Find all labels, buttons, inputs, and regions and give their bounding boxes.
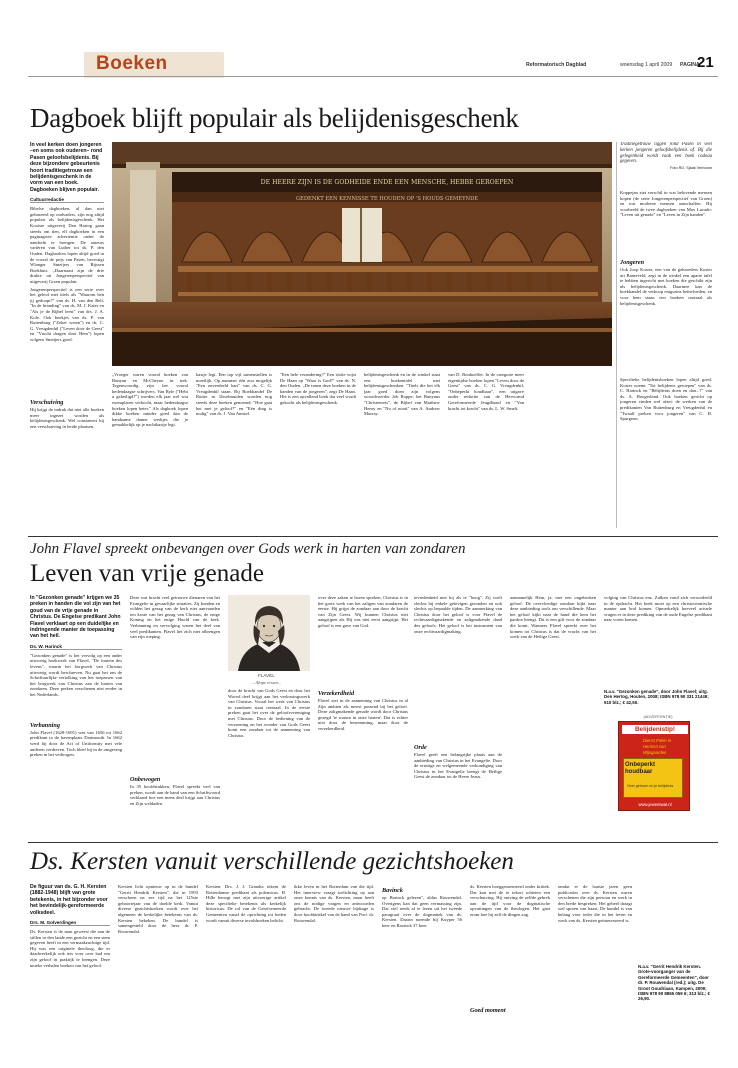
article3-paragraph: Kersten. Drs. J. J. Grandia tekent de Rotterdamse predikant als polemicus. H. Hille beoogt met zijn uitvoerige artikel deze specifieke betekenis als kerkelijk historicus. De rol van de Gereformeerde Gemeenten vanaf de oprichting tot heden wordt vanuit diverse invalshoeken belicht. bbox=[206, 884, 286, 923]
article2-paragraph: tevredenheid niet hij als te "hoog". Zij voelt slechts bij enkele gelovigen geronden en ook slechts op bepaalde tijden. De aanmerking van Christus door het geloof is voor Flavel de rechtvaardigmakende en zaligmakende daad des geloofs. Het geloof is het instrument van onze rechtvaardigmaking. bbox=[414, 595, 502, 634]
article3-col6 bbox=[470, 884, 550, 1056]
column-separator bbox=[616, 142, 617, 528]
article1-photo bbox=[112, 142, 612, 366]
article3-col7 bbox=[558, 884, 712, 1056]
article3-body-col1 bbox=[30, 929, 110, 1029]
article1-right-column bbox=[620, 190, 712, 528]
article1-paragraph: belijdenisgeschenk en in de winkel staat een boekentafel met belijdenisgeschenken. "Titels die het elk jaar goed doen zijn volgens woordvoerder Job Roppe: het Bunyans "Christenreis", de Bijbel van Matthew Henry en "Nu of nooit" van A. Andrew Murray. bbox=[364, 372, 440, 417]
article2-body-col4b bbox=[318, 698, 408, 828]
article1-paragraph: van D. Bonhoeffer. In de categorie meer eigentijdse boeken lopen "Leven door de Geest" van ds. C. G. Vreugdenhil, "Onbeperkt houdbaar", een uitgave onder redactie van de Hervormd Gereformeerde Jeugdbond en "Van kracht tot kracht" van ds. L. W. Smelt. bbox=[448, 372, 524, 411]
article3-body-col6 bbox=[470, 884, 550, 1004]
page-number: 21 bbox=[697, 54, 714, 71]
article2-body-col4 bbox=[318, 595, 408, 687]
article2-lead: In "Gezonken genade" krijgen we 35 preken in handen die vol zijn van het goud van de vrije genade in Christus. De Engelse predikant John Flavel verklaart op een duidelijke en indringende manier de toepassing van het heil. bbox=[30, 595, 121, 640]
ad-line-1: Dienst Polen in bbox=[643, 738, 672, 744]
article1-paragraph: kastje legt. Een top vijf samenstellen is moeilijk. Op nummer één zou mogelijk "Een onverdeeld hart" van ds. C. G. Vreugdenhil staan. Bij Boekhandel De Ruiter in IJsselmuiden worden nog steeds deze boeken genoemd: "Hoe gaat het met je geloof?" en "Eén ding is nodig" van ds. J. Van Amstel. bbox=[196, 372, 272, 417]
article3-paragraph: Ds. Kersten is de man geweest die aan de stillen in den lande een gezicht en een stem gegeven heeft in een vermaakzuchtige tijd. Hij was een originele theoloog, die er daadwerkelijk ook iets voor over had om zijn geloof in praktijk te brengen. Deze unieke verhalen boeken van het geloof. bbox=[30, 929, 110, 968]
article3-body-col5 bbox=[382, 895, 462, 1015]
article2-paragraph: John Flavel (1628-1691) was van 1656 tot 1662 predikant in de havenplaats Dartmouth. In 1662 werd hij door de Act of Uniformity met vele anderen verdreven. Toch bleef hij in de omgeving preken in het verborgen. bbox=[30, 729, 122, 758]
article1-caption-block bbox=[620, 142, 712, 172]
article3-paragraph: Kersten licht opnieuw op in de bundel "Gerrit Hendrik Kersten", die in 1993 verscheen na zes tijd na het 125ste geboortejaar van de doelde kerk. Vanuit diverse gezichtshoeken wordt over het algemeen de kerkelijke betekenis van ds. Kersten bekeken. De bundel is samengesteld door de heer dr. P. Rouwendal. bbox=[118, 884, 198, 934]
article2-subhead-1: Verbanning bbox=[30, 721, 60, 729]
article2-subhead-3: Verzekerdheid bbox=[318, 690, 355, 697]
article1-paragraph: Ook Joop Koster, een van de gebroeders Koster uit Barneveld, zegt in de winkel een aparte tafel te hebben ingericht met boeken die geschikt zijn als belijdenisgeschenk. Daarmee kan de boekhandel de verkoop enigszins beïnvloeden, en voor hem staan vier boeken centraal als belijdenisgeschenk. bbox=[620, 267, 712, 306]
article3-paragraph: op Barinck gelezen", aldus Rouwendal. Overigens kan dat geen vermassing zijn. Dat viel reeds af te lezen uit het tweede paragraaf over de dogmatiek van ds. Kersten. Daarin noemde hij Kuyper 56 keer en Bavinck 37 keer. bbox=[382, 895, 462, 928]
article1-photo-credit: Foto RD, Sjaak Verboom bbox=[670, 166, 712, 171]
article3-paragraph: ds. Kersten boeggenoemeerd onder kritiek. Dat kan met de te tekort schieten een verschuiving. Hij ontving de zelfde gebrek aan de tijd voor de dogmatische opvattingen van de theologen. Het gaat erom hoe hij zelf de dingen zag. bbox=[470, 884, 550, 917]
article1-paragraph: Bibelse dagboeken, al dan niet gebaseerd op oudvaders, zijn nog altijd populair als belijdenisgeschenk. Het Kooiste uitgeverij Den Hartog gaan steeds om tien, elf dagboeken in een paginagrote advertentie onder de aandacht te brengen. De auteurs variëren van Luther tot ds. P. den Ouden. Dagboeken lopen altijd goed in de vooral de prijs van Pasen, bevestigt Wlanger Smeijers van Rijssen Boekhuis. „Daarnaast zijn de drie drukte uit Jongerenperspectief van uitgeverij Groen populair. bbox=[30, 206, 104, 284]
article3-body-col3 bbox=[206, 884, 286, 1056]
section-divider-1 bbox=[28, 536, 718, 537]
article2-paragraph: volging van Christus enz. Zulken vond zich veroordeeld in de opdracht. Het boek moet op een christocentrische manier aan bod komen. Opmerkelijk hoeveel actuele vragen er in deze prediking van de oude Engelse predikant naar voren komen. bbox=[604, 595, 712, 623]
article2-paragraph: "Gezonken genade" is het vervolg op een ander uitvoerig boekwerk van Flavel, "De fontein des levens", waarin het borgwerk van Christus uitvoerig wordt beschreven. Nu gaat het om de Schriftuurlijke vertolking van het toepassen van het borgwerk van Christus aan de harten van zondaren. Deze preken verschenen niet eerder in het Nederlands. bbox=[30, 652, 122, 697]
article1-paragraph: Koppejan ziet verschil in wat belovende mensen kopen (de serie Jongerenperspectief van Groen) en wat moderne mensen aanschaffen. Hij voorbeeld de twee dagboeken van Max Lucado: "Leven uit genade" en "Leven in Zijn handen". bbox=[620, 190, 712, 218]
article2-paragraph: Flavel ziet in de aanneming van Christus in al Zijn ambten als meest passend bij het geloof. Deze zaligmakende genade wordt door Christus gezegd 'te wonen in onze harten'. Dat is echter niet door de bestemming, maar door de verzekerdheid. bbox=[318, 698, 408, 731]
section-title: Boeken bbox=[96, 53, 168, 74]
article3-book-info: N.a.v. "Gerrit Hendrik Kersten. Grote-voorganger van de Gereformeerde Gemeenten", door dr. P. Rouwendal (red.); uitg. De Groot Goudriaan, Kampen, 2009; ISBN 978 90 8865 059 6; 313 blz.; € 26,90. bbox=[638, 964, 711, 1002]
article1-body-col3 bbox=[196, 372, 272, 528]
article3-left-column bbox=[30, 884, 110, 1056]
article1-body-col5 bbox=[364, 372, 440, 528]
article3-headline: Ds. Kersten vanuit verschillende gezichtshoeken bbox=[30, 848, 514, 875]
article2-body-col2b bbox=[130, 784, 220, 830]
article2-body-col7 bbox=[604, 595, 712, 685]
article2-left-column bbox=[30, 595, 122, 837]
section-divider-2 bbox=[28, 842, 718, 843]
article3-paragraph: omdat er de laatste jaren geen publicaties over ds. Kersten waren verschenen die zijn persoon en werk in den brede bespreken. Het geheel draagt wel sporen van haast. De bundel is van belang voor ieder die in het leven en werk van ds. Kersten geïnteresseerd is. bbox=[558, 884, 632, 923]
article1-body-col2 bbox=[112, 372, 188, 528]
article2-col6 bbox=[510, 595, 596, 837]
article1-paragraph: Jongerenperspectief is een serie over het geloof met titels als "Waarom ben jij gedoopt?" van ds. H. van den Belt, "In de branding" van ds. M. J. Kater en "Als je de Bijbel leest" van drs. J. A. Kole. Ook boekjes van ds. P. van Ruitenburg ("Zeker weten") en ds. C. G. Vreugdenhil ("Leven door de Geest" en "Vrucht dragen door Hem") lopen volgens Smeijers goed. bbox=[30, 286, 104, 342]
article2-body-col2 bbox=[130, 595, 220, 773]
ad-book-sub: Over geloven en je belijdenis bbox=[627, 784, 674, 789]
article1-paragraph: "Een hele verandering?" Een slotte wijst De Haan op "Waar is God?" van ds. N. den Ouden. „De tanen deze boeken in de handen van de jongeren", zegt De Haan. Het is een opvallend boek dat veel wordt gekocht als belijdenisgeschenk. bbox=[280, 372, 356, 405]
article2-col2 bbox=[130, 595, 220, 837]
portrait-engraving bbox=[228, 595, 310, 671]
article3-author: Drs. M. Golverdingen bbox=[30, 920, 110, 926]
article3-col5 bbox=[382, 884, 462, 1056]
pew-inscription-top: DE HEERE ZIJN IS DE GODHEIDE ENDE EEN MENSCHE, HEBBE GEROEPEN bbox=[260, 179, 514, 186]
article1-headline: Dagboek blijft populair als belijdenisgeschenk bbox=[30, 103, 519, 133]
flavel-portrait bbox=[228, 595, 310, 671]
article2-headline: Leven van vrije genade bbox=[30, 560, 264, 587]
article2-paragraph: Deze wat bracht veel getrouwe dienaren van het Evangelie in gevaarlijke situaties. Zij konden en wilden het gezag van de kerk niet aanvaarden ten koste van het gezag van Christus, de enige Koning en het enige Hoofd van de kerk. Verbanning en vervolging waren het deel van veel predikanten. Flavel liet zich niet afbrengen van zijn roeping. bbox=[130, 595, 220, 640]
ad-line-2: Hermen van bbox=[643, 744, 666, 750]
article2-col5 bbox=[414, 595, 502, 837]
article1-lead: In veel kerken doen jongeren –en soms ook ouderen– rond Pasen geloofsbelijdenis. Bij deze bijzondere gebeurtenis hoort traditiegetrouw een belijdenisgeschenk in de vorm van een boek. Dagboeken blijven populair. bbox=[30, 142, 103, 193]
article3-paragraph: ikke leven in het Rotterdam van die tijd. Het interview vraagt toelichting op aan onze kennis van ds. Kersten, maar heeft ons de nodige vragen en antwoorden gebracht. De tweede nieuwe bijdrage is door hoofdartikel van de hand van Prof. dr. Rouwendal. bbox=[294, 884, 374, 923]
article1-subhead-1: Verschuiving bbox=[30, 399, 64, 407]
article2-body-col1 bbox=[30, 653, 122, 719]
article2-col4 bbox=[318, 595, 408, 837]
article1-body-col7c bbox=[620, 377, 712, 497]
article1-author: Cultuurredactie bbox=[30, 197, 104, 203]
church-interior-illustration bbox=[112, 142, 612, 366]
article1-body-col7 bbox=[620, 190, 712, 256]
article1-left-column bbox=[30, 142, 104, 528]
article2-paragraph: over deze zaken te horen spreken. Christus is in het grote werk van het zaligen van zondaren de eerste. Hij grijpt de zondaar aan door de kracht van Zijn Geest. Wij kunnen Christus niet aangrijpen als Hij ons niet eerst aangrijpt. Het geloof is een gave van God. bbox=[318, 595, 408, 628]
article1-paragraph: Specifieke belijdenisboeken lopen altijd goed. Koster noemt "Tot belijdenis geroepen" van ds. C. Harinck en "Bëlijdenis doen en dan...?" van ds. A. Hoogerland. Ook boeken gericht op jongeren vinden wel afzet: de werken van de predikanten Van Ruitenburg en Vreugdenhil en "Twaalf preken voor jongeren" van C. H. Spurgeon. bbox=[620, 377, 712, 422]
article1-caption: Traditiegetrouw liggen rond Pasen in veel kerken jongeren geloofsbelijdenis af. Bij die gelegenheid wordt vaak een boek cadeau gegeven. bbox=[620, 142, 712, 165]
article1-body-col1c bbox=[30, 407, 104, 467]
article2-body-col5b bbox=[414, 752, 502, 832]
article2-body-col1b bbox=[30, 730, 122, 786]
article3-body-col2 bbox=[118, 884, 198, 1056]
ad-line-3: Wijngaarden bbox=[643, 750, 667, 756]
article2-paragraph: aannamelijk Hem, ja, met een ongebroken geloof. De overvloedige zondaar kijkt naar deze aanbieding tools om verschillende. Maar het geloof kijkt naar de hand die hem het pardon brengt. Dit is een gift voor de zondaar die komt. Wanneer Flavel spreekt over het komen tot Christus is dat de vrucht van het werk van de Heilige Geest. bbox=[510, 595, 596, 640]
article2-paragraph: In 35 hoofdstukken, Flavel spreekt veel van preken, wordt aan de hand van een Schriftwoord verklaard hoe een mens deel krijgt aan Christus en Zijn weldaden. bbox=[130, 784, 220, 806]
article1-paragraph: „Vroeger waren vooral boeken van Bunyan en McCheyne in trek. Tegenwoordig zijn het vooral hedendaagse schrijvers. Van Ryle ("Hebt u geheiligd?") worden elk jaar wel wat exemplaren verkocht, maar hedendaagse boeken lopen beter." Als dagboek lopen dikke boeken minder goed dan de handzame dunne werkjes die je gemakkelijk op je nachtkastje legt. bbox=[112, 372, 188, 428]
article2-paragraph: door de kracht van Gods Geest en door het Woord deel krijgt aan het verlossingswerk van Christus. Vooral het werk van Christus in zondaren staat centraal. In de eerste preken gaat het over de geloofsvereniging met Christus. Door de bediening van de verzoening en het wonder van Gods Geest komt een zondaar tot de aanneming van Christus. bbox=[228, 688, 310, 738]
portrait-caption-name: FLAVEL bbox=[258, 673, 275, 678]
advertisement-label: (ADVERTENTIE) bbox=[643, 715, 673, 720]
pew-inscription-bottom: GEDENKT EEN KENNISSE TE HOUDEN OP 'S HOUDS GEMEYNDE bbox=[295, 196, 479, 202]
article3-body-col4 bbox=[294, 884, 374, 1056]
article2-book-info: N.a.v. "Gezonken genade", door John Flavel; uitg. Den Hertog, Houten, 2008; ISBN 978 90 331 21449; 510 blz.; € 42,50. bbox=[604, 689, 709, 705]
ad-book-title: Onbeperkt houdbaar bbox=[625, 762, 656, 776]
article2-author: Ds. W. Harinck bbox=[30, 644, 122, 650]
article3-subhead-1: Bavinck bbox=[382, 887, 403, 894]
page-date: woensdag 1 april 2009 bbox=[620, 62, 673, 68]
article2-subhead-2: Onbewogen bbox=[130, 776, 161, 783]
article3-lead: De figuur van ds. G. H. Kersten (1882-1948) blijft van grote betekenis, in het bijzonder voor het bevindelijk-gereformeerde volksdeel. bbox=[30, 884, 108, 916]
ad-title: Belijdenistip! bbox=[622, 725, 688, 734]
header-rule bbox=[28, 76, 718, 77]
publication-name: Reformatorisch Dagblad bbox=[526, 62, 587, 68]
page-label: PAGINA bbox=[680, 62, 700, 68]
header-bar bbox=[28, 52, 718, 78]
article1-body-col1 bbox=[30, 206, 104, 396]
ad-url-link[interactable]: www.jeweetwat.nl bbox=[638, 802, 672, 808]
article2-body-col6 bbox=[510, 595, 596, 835]
advertisement-box[interactable] bbox=[618, 721, 690, 811]
article2-subhead-4: Orde bbox=[414, 744, 427, 751]
article2-kicker: John Flavel spreekt onbevangen over Gods werk in harten van zondaren bbox=[30, 541, 466, 557]
article1-subhead-2: Jongeren bbox=[620, 259, 645, 266]
article3-body-col7 bbox=[558, 884, 632, 1054]
portrait-caption-sub: ...Alope ervan... bbox=[252, 680, 282, 685]
article1-paragraph: Hij krijgt de indruk dat niet alle boeken meer ingezet worden als belijdenisgeschenk. Wel constateert hij een verschuiving in beide plaatsen. bbox=[30, 407, 104, 430]
article2-body-col3 bbox=[228, 688, 310, 838]
article1-body-col4 bbox=[280, 372, 356, 528]
article2-col7 bbox=[604, 595, 712, 837]
article1-body-col6 bbox=[448, 372, 524, 528]
article2-paragraph: Flavel geeft een belangrijke plaats aan de aanbieding van Christus in het Evangelie. Door de ernstige en welgemeende verkondiging van Christus in het Evangelie brengt de Heilige Geest de zondaar tot de Heere Jezus. bbox=[414, 752, 502, 780]
article2-body-col5 bbox=[414, 595, 502, 741]
article2-col3 bbox=[228, 688, 310, 838]
article3-subhead-2: Goed moment bbox=[470, 1007, 506, 1014]
article1-body-col7b bbox=[620, 267, 712, 377]
